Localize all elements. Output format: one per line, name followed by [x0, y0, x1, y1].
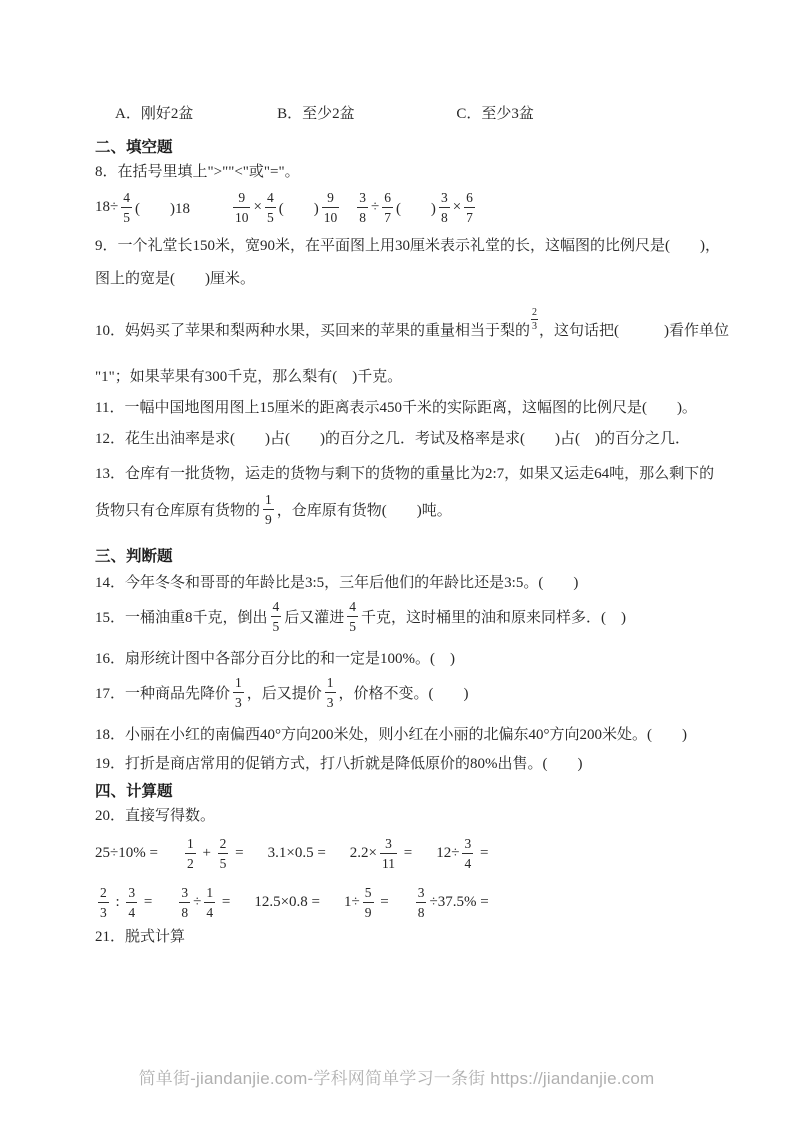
fraction: $\frac{3}{8}$: [440, 190, 448, 225]
fraction: $\frac{2}{5}$: [219, 836, 227, 871]
question-21-label: 21．脱式计算: [95, 929, 186, 946]
calc-row-2: $\frac{2}{3}$ : $\frac{3}{4}$ = $\frac{3}{8}$ ÷ $\frac{1}{4}$ = 12.5×0.8 = 1÷ $\frac{5}{9}$ = $\frac{3}{8}$ ÷37.5% =: [100, 885, 489, 920]
fraction: $\frac{3}{4}$: [464, 836, 472, 871]
fraction: $\frac{4}{5}$: [123, 190, 130, 225]
fraction: $\frac{1}{2}$: [186, 836, 194, 871]
choices-row: [95, 103, 733, 126]
fraction: $\frac{3}{8}$: [359, 190, 366, 225]
question-12: 12．花生出油率是求( )占( )的百分之几．考试及格率是求( )占( )的百分之几．: [95, 431, 690, 448]
fraction: $\frac{1}{3}$: [235, 675, 242, 710]
choice-c: C．至少3盆: [456, 106, 534, 122]
fraction: $\frac{3}{11}$: [382, 836, 396, 871]
question-13-line2: 货物只有仓库原有货物的 $\frac{1}{9}$ ，仓库原有货物( )吨。: [95, 492, 452, 527]
fraction: $\frac{4}{5}$: [272, 599, 280, 634]
question-20-label: 20．直接写得数。: [95, 808, 216, 825]
question-8-math: 18÷ $\frac{4}{5}$ ( )18 $\frac{9}{10}$ × $\frac{4}{5}$ ( ) $\frac{9}{10}$ $\frac{3}{8}$ ÷ $\frac{6}{7}$ ( ) $\frac{3}{8}$ × $\frac{6}{7}$: [95, 190, 473, 225]
fraction: $\frac{1}{9}$: [265, 492, 272, 527]
choice-a: A．刚好2盆: [115, 106, 194, 122]
fraction: $\frac{6}{7}$: [384, 190, 391, 225]
fraction: $\frac{6}{7}$: [466, 190, 473, 225]
choice-b: B．至少2盆: [277, 106, 355, 122]
fraction: $\frac{9}{10}$: [234, 190, 249, 225]
fraction: $\frac{3}{4}$: [128, 885, 136, 920]
fraction: $\frac{4}{5}$: [349, 599, 357, 634]
fraction: $\frac{3}{8}$: [417, 885, 425, 920]
question-11: 11．一幅中国地图用图上15厘米的距离表示450千米的实际距离，这幅图的比例尺是( )。: [95, 400, 697, 417]
question-8-text: 8．在括号里填上">""<"或"="。: [95, 164, 300, 180]
fraction: $\frac{9}{10}$: [323, 190, 338, 225]
fraction: $\frac{5}{9}$: [364, 885, 372, 920]
question-15: 15．一桶油重8千克，倒出 $\frac{4}{5}$ 后又灌进 $\frac{4}{5}$ 千克，这时桶里的油和原来同样多．( ): [95, 599, 627, 634]
fraction: $\frac{2}{3}$: [100, 885, 107, 920]
question-9-line2: 图上的宽是( )厘米。: [95, 271, 255, 288]
section-title-fill: 二、填空题: [95, 139, 173, 156]
fraction: $\frac{2}{3}$: [532, 307, 538, 332]
question-18: 18．小丽在小红的南偏西40°方向200米处，则小红在小丽的北偏东40°方向200米处。( ): [95, 727, 687, 744]
question-13-line1: 13．仓库有一批货物，运走的货物与剩下的货物的重量比为2:7，如果又运走64吨，那么剩下的: [95, 466, 715, 483]
question-10-line1: 10．妈妈买了苹果和梨两种水果，买回来的苹果的重量相当于梨的 $\frac{2}{3}$ ，这句话把( )看作单位: [95, 307, 730, 340]
page-footer: 简单街-jiandanjie.com-学科网简单学习一条街 https://jiandanjie.com: [138, 1069, 655, 1088]
question-16: 16．扇形统计图中各部分百分比的和一定是100%。( ): [95, 651, 455, 668]
fraction: $\frac{4}{5}$: [266, 190, 274, 225]
question-14: 14．今年冬冬和哥哥的年龄比是3:5，三年后他们的年龄比还是3:5。( ): [95, 575, 579, 592]
question-10-line2: "1"；如果苹果有300千克，那么梨有( )千克。: [95, 369, 403, 386]
fraction: $\frac{1}{3}$: [326, 675, 334, 710]
question-17: 17．一种商品先降价 $\frac{1}{3}$ ，后又提价 $\frac{1}{3}$ ，价格不变。( ): [95, 675, 469, 710]
calc-row-1: 25÷10% = $\frac{1}{2}$ + $\frac{2}{5}$ = 3.1×0.5 = 2.2× $\frac{3}{11}$ = 12÷ $\frac{3}{4}$ =: [95, 836, 489, 871]
section-title-judge: 三、判断题: [95, 548, 173, 566]
section-title-calc: 四、计算题: [95, 783, 173, 801]
question-9-line1: 9．一个礼堂长150米，宽90米，在平面图上用30厘米表示礼堂的长，这幅图的比例尺是( )，: [95, 238, 720, 255]
question-19: 19．打折是商店常用的促销方式，打八折就是降低原价的80%出售。( ): [95, 756, 583, 773]
fraction: $\frac{3}{8}$: [181, 885, 189, 920]
fraction: $\frac{1}{4}$: [206, 885, 214, 920]
